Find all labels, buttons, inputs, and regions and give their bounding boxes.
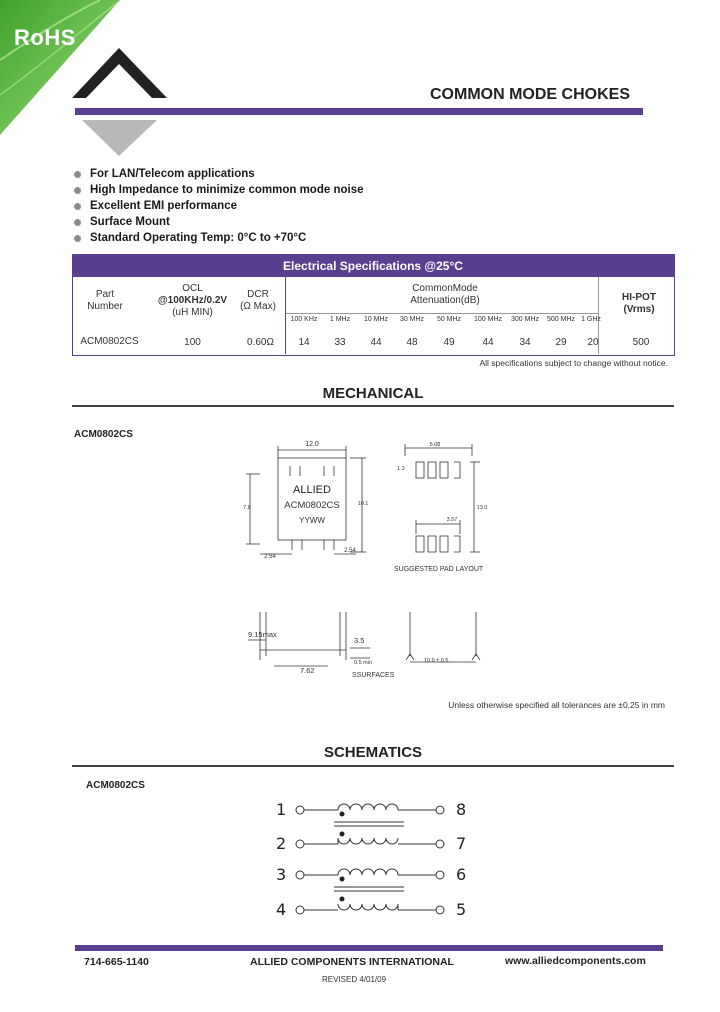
header-divider <box>75 108 643 115</box>
bullet-icon <box>74 219 81 226</box>
row-atten: 44 <box>482 337 494 348</box>
feature-item: High Impedance to minimize common mode noise <box>74 182 363 198</box>
tolerance-note: Unless otherwise specified all tolerances are ±0.25 in mm <box>448 700 665 710</box>
body-label-allied: ALLIED <box>293 484 331 496</box>
pin-2-label: 2 <box>276 834 287 853</box>
row-atten: 44 <box>370 337 382 348</box>
page-title: COMMON MODE CHOKES <box>430 86 630 103</box>
freq-label: 300 MHz <box>510 316 539 323</box>
freq-label: 500 MHz <box>546 316 575 323</box>
row-atten: 48 <box>406 337 418 348</box>
feature-item: Standard Operating Temp: 0°C to +70°C <box>74 230 363 246</box>
freq-label: 50 MHz <box>436 316 462 323</box>
pin-5-label: 5 <box>456 900 467 919</box>
row-atten: 49 <box>443 337 455 348</box>
spec-table-title: Electrical Specifications @25 °C <box>72 254 674 277</box>
pin-6-label: 6 <box>456 865 467 884</box>
bullet-icon <box>74 235 81 242</box>
bullet-icon <box>74 171 81 178</box>
pad-caption: SUGGESTED PAD LAYOUT <box>394 566 484 573</box>
schematics-title: SCHEMATICS <box>323 744 423 761</box>
mechanical-drawing <box>230 438 500 688</box>
col-hipot: HI-POT (Vrms) <box>622 292 656 315</box>
row-dcr: 0.60Ω <box>247 337 274 348</box>
schematic-drawing <box>290 798 450 922</box>
dim-standoff-small: 0.5 min <box>354 660 373 666</box>
footer-phone: 714-665-1140 <box>84 956 149 968</box>
row-atten: 20 <box>587 337 599 348</box>
allied-logo <box>72 48 167 158</box>
pin-7-label: 7 <box>456 834 467 853</box>
dim-side: 10.9 ± 0.5 <box>424 658 449 664</box>
dim-lead-right: 2.54 <box>344 548 356 554</box>
dim-pad-height: 13.0 <box>476 505 488 511</box>
feature-item: Surface Mount <box>74 214 363 230</box>
col-dcr: DCR (Ω Max) <box>240 289 276 312</box>
mechanical-divider <box>72 405 674 407</box>
row-part-number: ACM0802CS <box>80 336 139 347</box>
pin-1-label: 1 <box>276 800 287 819</box>
footer-website[interactable]: www.alliedcomponents.com <box>505 955 646 967</box>
dim-pad-side: 1.2 <box>397 466 405 472</box>
row-ocl: 100 <box>184 337 201 348</box>
bullet-icon <box>74 187 81 194</box>
dim-pad-width: 5.08 <box>429 442 441 448</box>
col-ocl: OCL @100KHz/0.2V (uH MIN) <box>157 283 228 318</box>
dim-max-height: 9.15max <box>248 630 277 639</box>
row-atten: 34 <box>519 337 531 348</box>
pin-8-label: 8 <box>456 800 467 819</box>
col-common-mode: CommonMode Attenuation(dB) <box>410 283 480 306</box>
col-part-number: Part Number <box>87 289 123 312</box>
row-atten: 14 <box>298 337 310 348</box>
pin-3-label: 3 <box>276 865 287 884</box>
footer-company: ALLIED COMPONENTS INTERNATIONAL <box>250 956 454 968</box>
footer-divider <box>75 945 663 951</box>
spec-subheader-divider <box>286 313 598 314</box>
dim-height-left: 7.8 <box>243 505 251 511</box>
dim-width: 12.0 <box>305 441 319 448</box>
dim-standoff: 3.5 <box>354 636 365 645</box>
feature-item: Excellent EMI performance <box>74 198 363 214</box>
row-atten: 33 <box>334 337 346 348</box>
dim-height-right: 10.1 <box>357 501 369 507</box>
rohs-label: RoHS <box>14 25 76 50</box>
spec-note: All specifications subject to change without notice. <box>479 358 668 368</box>
dim-pad-gap: 3.57 <box>446 517 458 523</box>
schematics-divider <box>72 765 674 767</box>
row-atten: 29 <box>555 337 567 348</box>
freq-label: 1 MHz <box>329 316 351 323</box>
freq-label: 1 GHz <box>581 316 601 323</box>
body-label-part: ACM0802CS <box>284 500 340 511</box>
footer-revised: REVISED 4/01/09 <box>322 975 387 984</box>
mechanical-part-label: ACM0802CS <box>74 429 133 440</box>
freq-label: 100 KHz <box>290 316 318 323</box>
pin-4-label: 4 <box>276 900 287 919</box>
body-label-date: YYWW <box>299 516 325 525</box>
freq-label: 30 MHz <box>399 316 425 323</box>
freq-label: 10 MHz <box>363 316 389 323</box>
dim-lead: 2.54 <box>264 554 276 560</box>
feature-list <box>74 166 363 246</box>
row-hipot: 500 <box>632 337 650 348</box>
mechanical-title: MECHANICAL <box>322 385 424 402</box>
freq-label: 100 MHz <box>473 316 502 323</box>
schematics-part-label: ACM0802CS <box>86 780 145 791</box>
surfaces-label: SSURFACES <box>352 672 395 679</box>
bullet-icon <box>74 203 81 210</box>
dim-pitch: 7.62 <box>300 666 315 675</box>
feature-item: For LAN/Telecom applications <box>74 166 363 182</box>
